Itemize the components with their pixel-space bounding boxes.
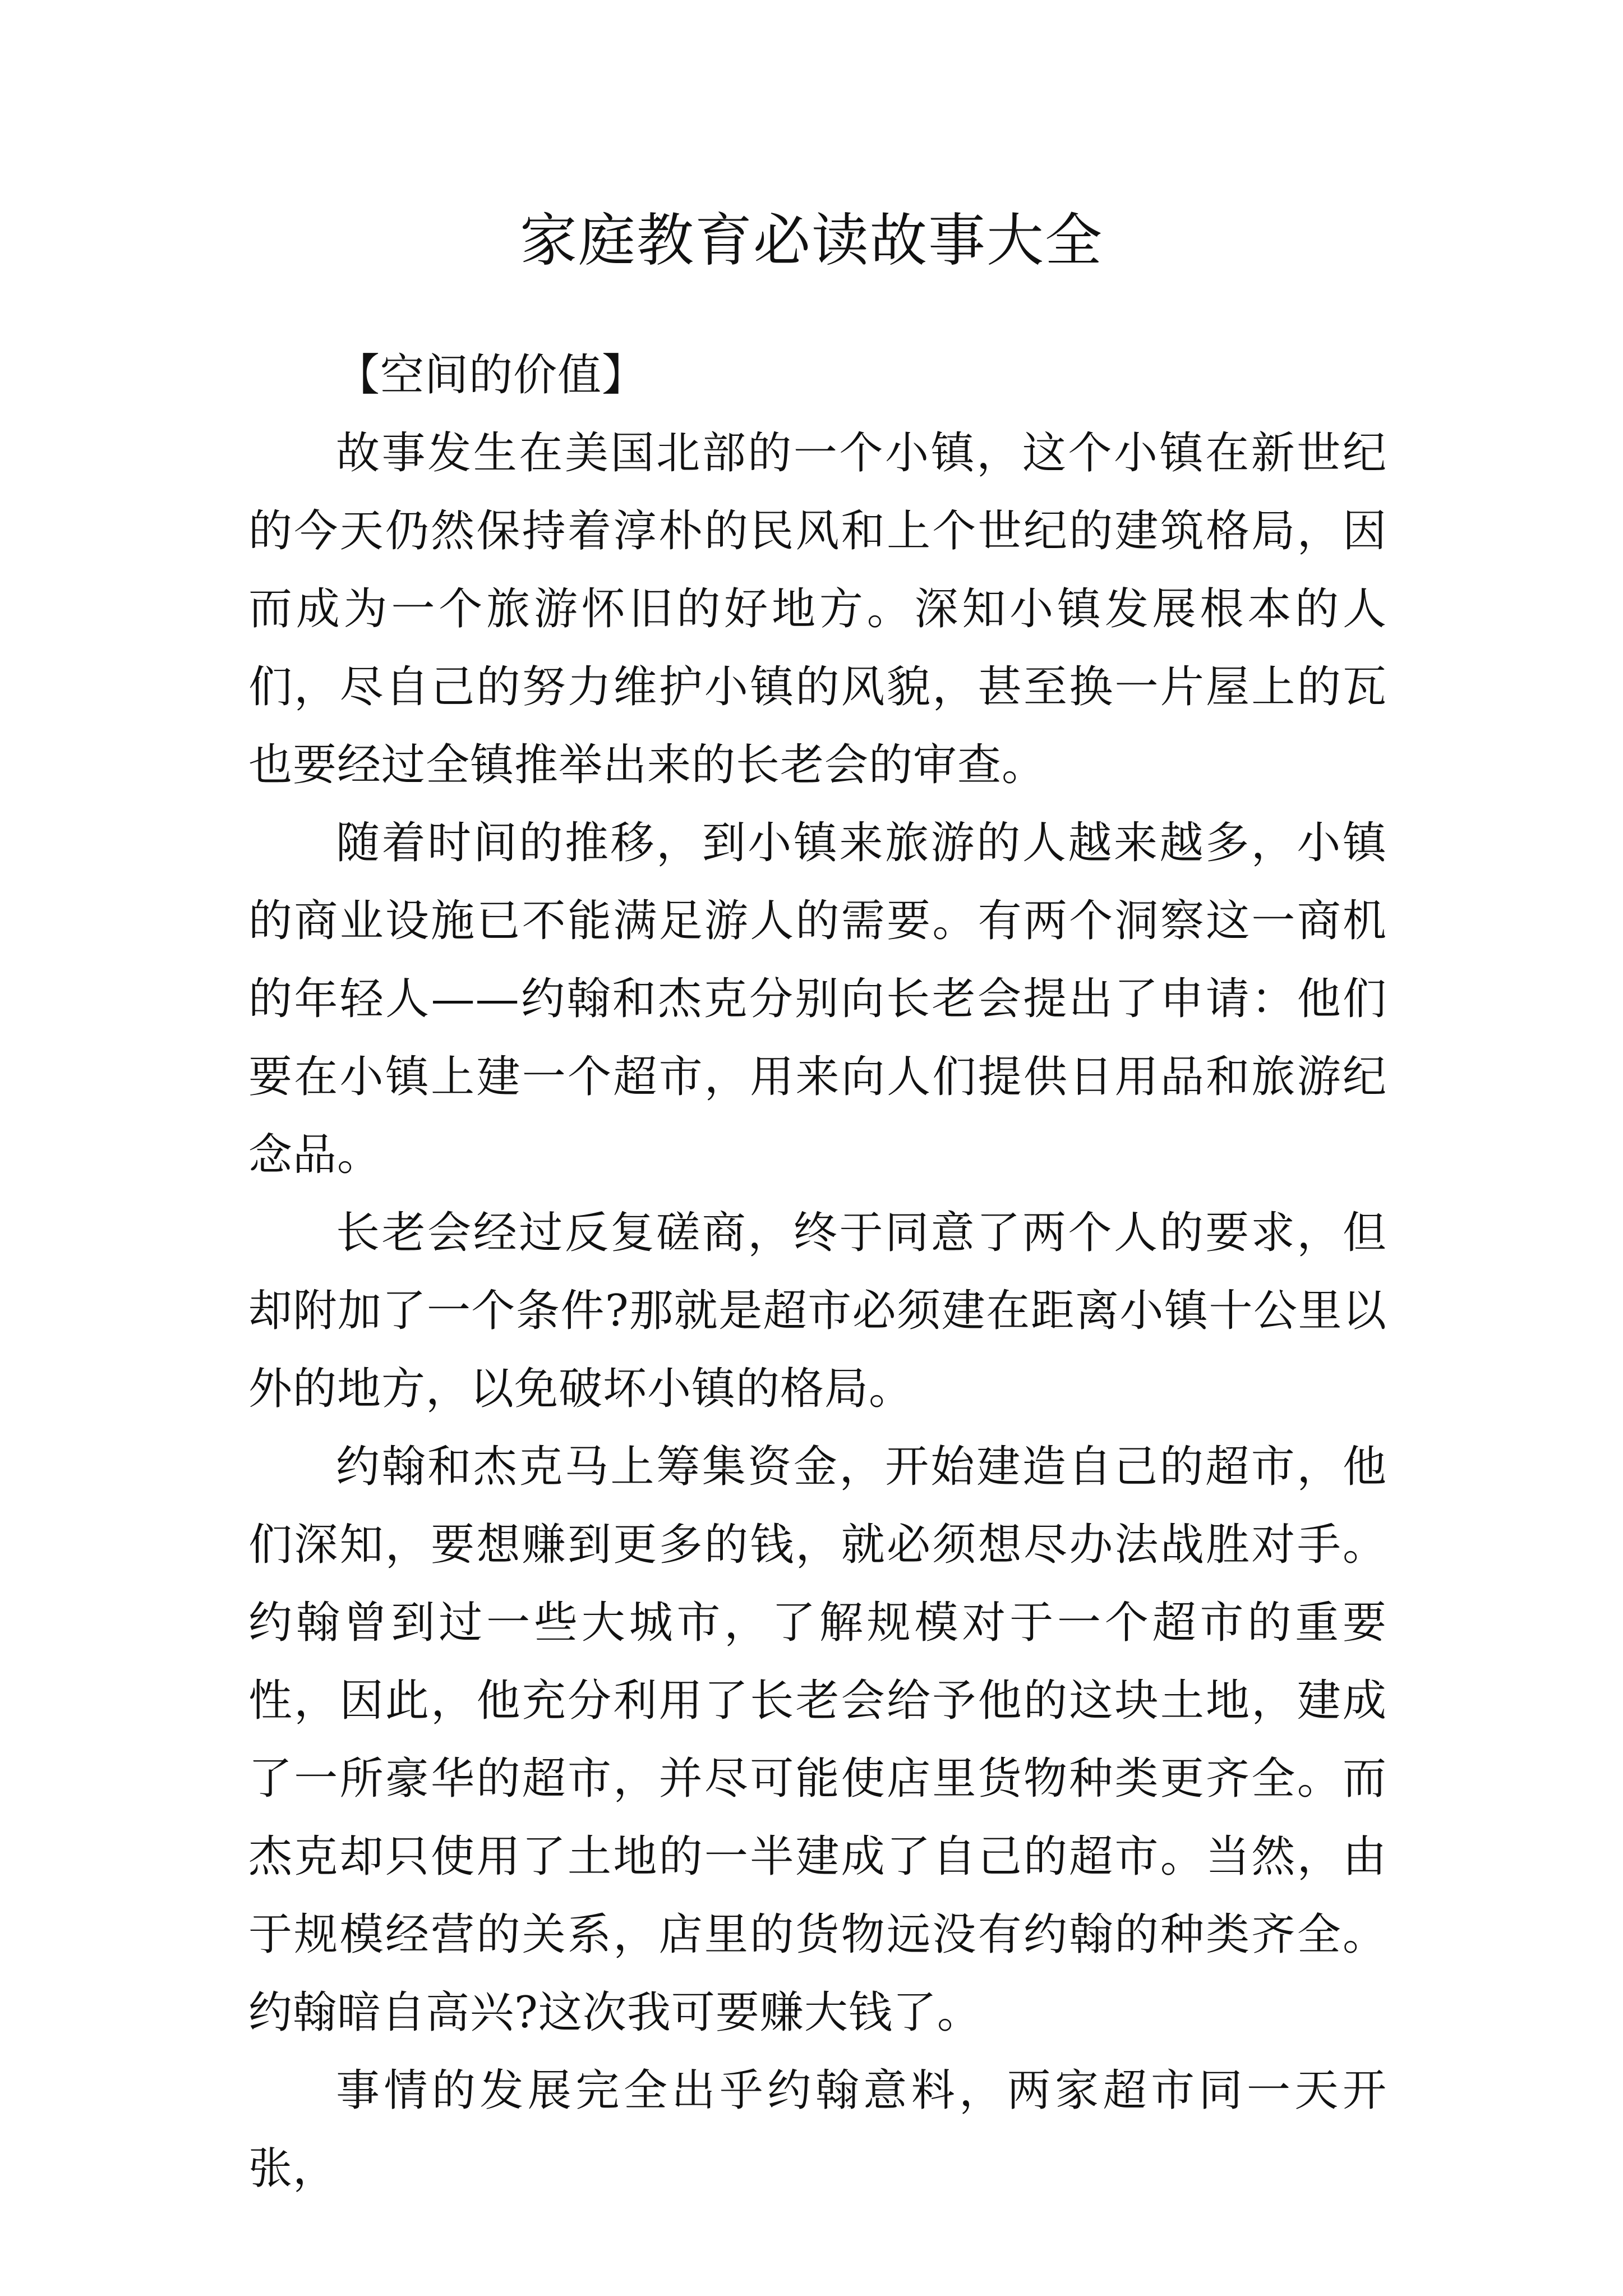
paragraph: 故事发生在美国北部的一个小镇，这个小镇在新世纪的今天仍然保持着淳朴的民风和上个世纪的建筑格局，因而成为一个旅游怀旧的好地方。深知小镇发展根本的人们，尽自己的努力维护小镇的风貌，甚至换一片屋上的瓦也要经过全镇推举出来的长老会的审查。 <box>248 428 1387 790</box>
paragraph: 事情的发展完全出乎约翰意料，两家超市同一天开张， <box>248 2065 1387 2194</box>
paragraph: 随着时间的推移，到小镇来旅游的人越来越多，小镇的商业设施已不能满足游人的需要。有两个洞察这一商机的年轻人——约翰和杰克分别向长老会提出了申请：他们要在小镇上建一个超市，用来向人们提供日用品和旅游纪念品。 <box>248 818 1387 1180</box>
paragraph: 长老会经过反复磋商，终于同意了两个人的要求，但却附加了一个条件?那就是超市必须建在距离小镇十公里以外的地方，以免破坏小镇的格局。 <box>248 1208 1387 1414</box>
paragraph: 约翰和杰克马上筹集资金，开始建造自己的超市，他们深知，要想赚到更多的钱，就必须想尽办法战胜对手。约翰曾到过一些大城市，了解规模对于一个超市的重要性，因此，他充分利用了长老会给予他的这块土地，建成了一所豪华的超市，并尽可能使店里货物种类更齐全。而杰克却只使用了土地的一半建成了自己的超市。当然，由于规模经营的关系，店里的货物远没有约翰的种类齐全。约翰暗自高兴?这次我可要赚大钱了。 <box>248 1442 1387 2038</box>
document-title: 家庭教育必读故事大全 <box>520 208 1103 274</box>
document-body <box>248 337 1387 2208</box>
section-heading: 【空间的价值】 <box>336 350 647 401</box>
